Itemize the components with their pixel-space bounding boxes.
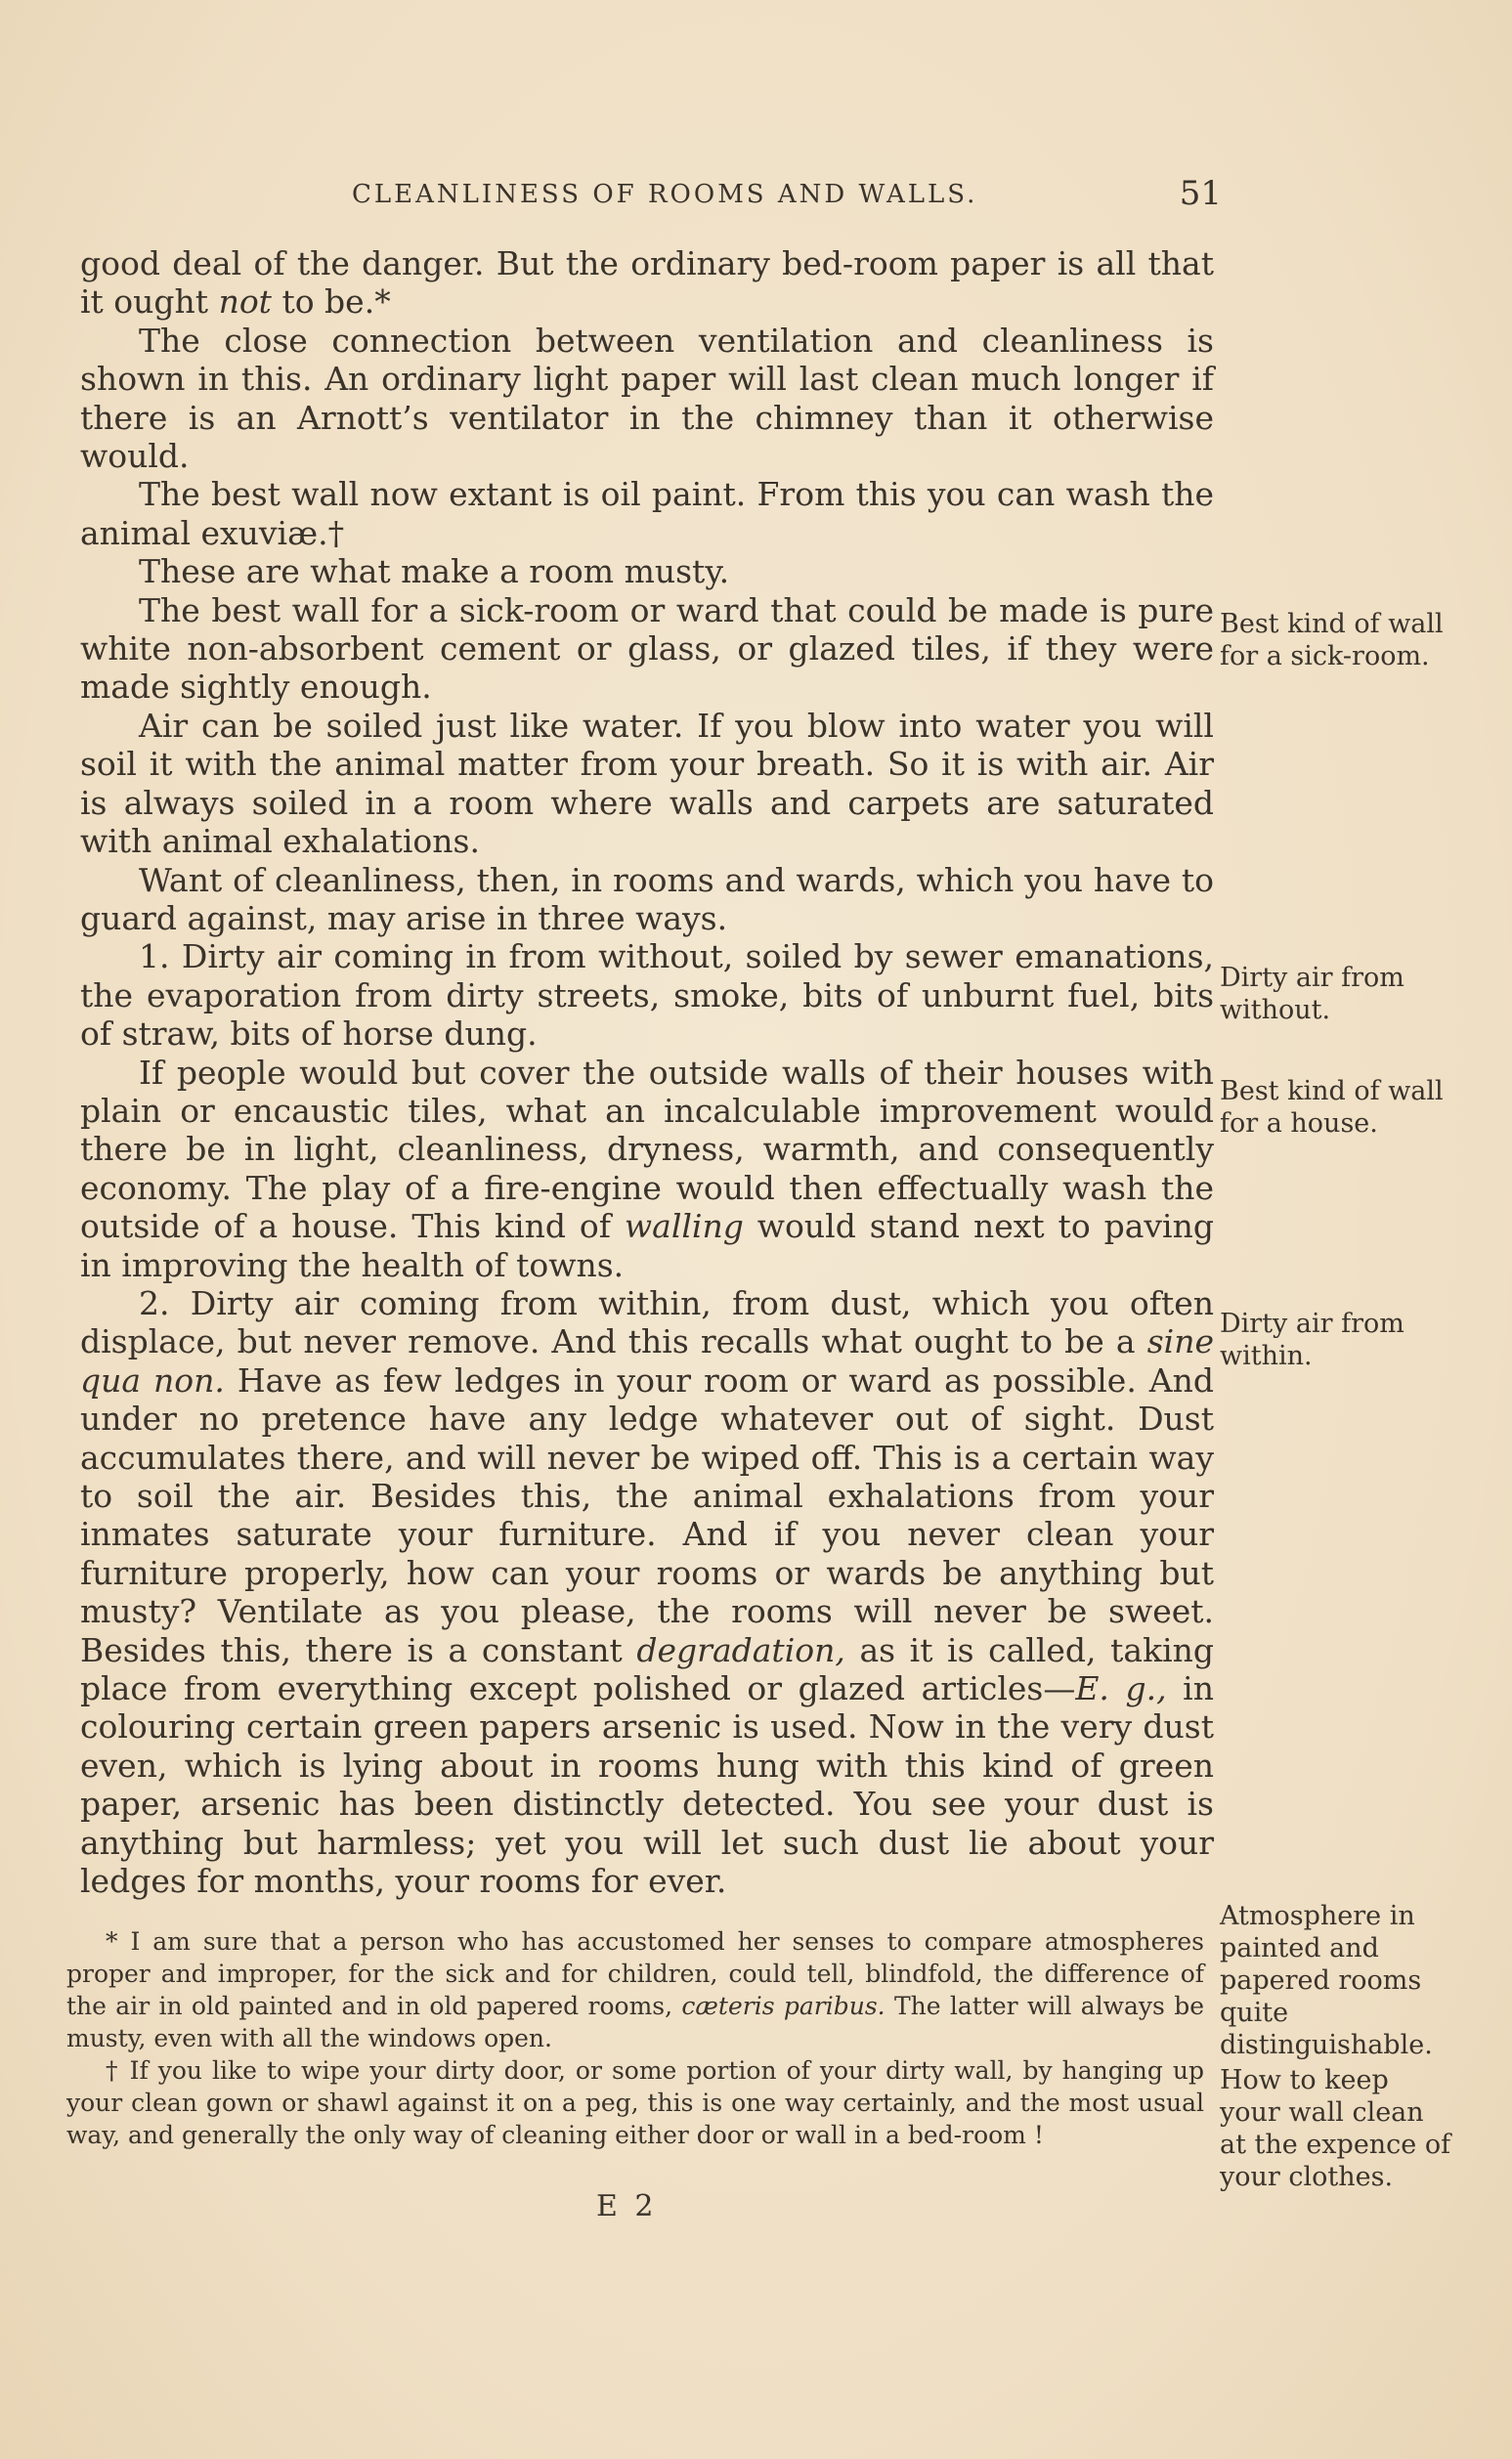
emphasis: E. g., [1075, 1669, 1167, 1708]
paragraph: 1. Dirty air coming in from without, soiled by sewer emanations, the evaporation from dirty streets, smoke, bits of unburnt fuel, bits of straw, bits of horse dung. [80, 937, 1214, 1054]
emphasis: not [218, 282, 272, 322]
text-run: as it is called, taking place from everything except polished or glazed articles— [80, 1630, 1214, 1708]
paragraph: Want of cleanliness, then, in rooms and wards, which you have to guard against, may arise in three ways. [80, 860, 1214, 937]
margin-note: Best kind of wall for a sick-room. [1220, 609, 1444, 671]
body-text [80, 244, 1214, 1900]
text-run: The latter will always be musty, even with all the windows open. [66, 1992, 1204, 2052]
paragraph: The best wall now extant is oil paint. From this you can wash the animal exuviæ.† [80, 475, 1214, 552]
text-run: 2. Dirty air coming from within, from dust, which you often displace, but never remove. And this recalls what ought to be a [80, 1283, 1214, 1361]
footnotes [66, 1925, 1204, 2151]
footnote: † If you like to wipe your dirty door, or some portion of your dirty wall, by hanging up your clean gown or shawl against it on a peg, this is one way certainly, and the most usual way, and generally the only way of cleaning either door or wall in a bed-room ! [66, 2056, 1204, 2149]
margin-note: Best kind of wall for a house. [1220, 1076, 1444, 1139]
footnote [66, 1925, 1204, 2054]
text-run: in colouring certain green papers arsenic is used. Now in the very dust even, which is lying about in rooms hung with this kind of green paper, arsenic has been distinctly detected. You see your dust is anything but harmless; yet you will let such dust lie about your ledges for months, your rooms for ever. [80, 1669, 1214, 1901]
paragraph: The close connection between ventilation and cleanliness is shown in this. An ordinary light paper will last clean much longer if there is an Arnott’s ventilator in the chimney than it otherwise would. [80, 321, 1214, 476]
paragraph [80, 1284, 1214, 1901]
text-run: If people would but cover the outside walls of their houses with plain or encaustic tiles, what an incalculable improvement would there be in light, cleanliness, dryness, warmth, and consequently economy. The play of a fire-engine would then effectually wash the outside of a house. This kind of [80, 1053, 1214, 1246]
text-run: good deal of the danger. But the ordinary bed-room paper is all that it ought [80, 244, 1214, 322]
margin-note: How to keep your wall clean at the expence of your clothes. [1220, 2065, 1451, 2192]
margin-note: Dirty air from within. [1220, 1309, 1404, 1371]
paragraph [80, 244, 1214, 322]
margin-note: Dirty air from without. [1220, 963, 1404, 1025]
margin-note: Atmosphere in painted and papered rooms quite distinguishable. [1220, 1901, 1433, 2060]
text-run: would stand next to paving in improving the health of towns. [80, 1207, 1214, 1284]
emphasis: sine qua non. [80, 1322, 1214, 1400]
paragraph: The best wall for a sick-room or ward that could be made is pure white non-absorbent cement or glass, or glazed tiles, if they were made sightly enough. [80, 590, 1214, 707]
page-number: 51 [1179, 174, 1222, 213]
paragraph: These are what make a room musty. [139, 552, 730, 591]
paragraph: Air can be soiled just like water. If you blow into water you will soil it with the animal matter from your breath. So it is with air. Air is always soiled in a room where walls and carpets are saturated with animal exhalations. [80, 706, 1214, 861]
text-run: to be.* [271, 282, 391, 322]
text-run: * I am sure that a person who has accustomed her senses to compare atmospheres proper and improper, for the sick and for children, could tell, blindfold, the difference of the air in old painted and in old papered rooms, [66, 1927, 1204, 2020]
text-run: Have as few ledges in your room or ward as possible. And under no pretence have any ledge whatever out of sight. Dust accumulates there, and will never be wiped off. This is a certain way to soil the air. Besides this, the animal exhalations from your inmates saturate your furniture. And if you never clean your furniture properly, how can your rooms or wards be anything but musty? Ventilate as you please, the rooms will never be sweet. Besides this, there is a constant [80, 1360, 1215, 1669]
emphasis: cæteris paribus. [681, 1992, 886, 2020]
page-header [78, 174, 1222, 213]
running-title: CLEANLINESS OF ROOMS AND WALLS. [352, 180, 978, 209]
signature-mark: E 2 [596, 2189, 658, 2223]
emphasis: degradation, [636, 1630, 845, 1669]
emphasis: walling [624, 1207, 744, 1246]
paragraph [80, 1054, 1214, 1284]
